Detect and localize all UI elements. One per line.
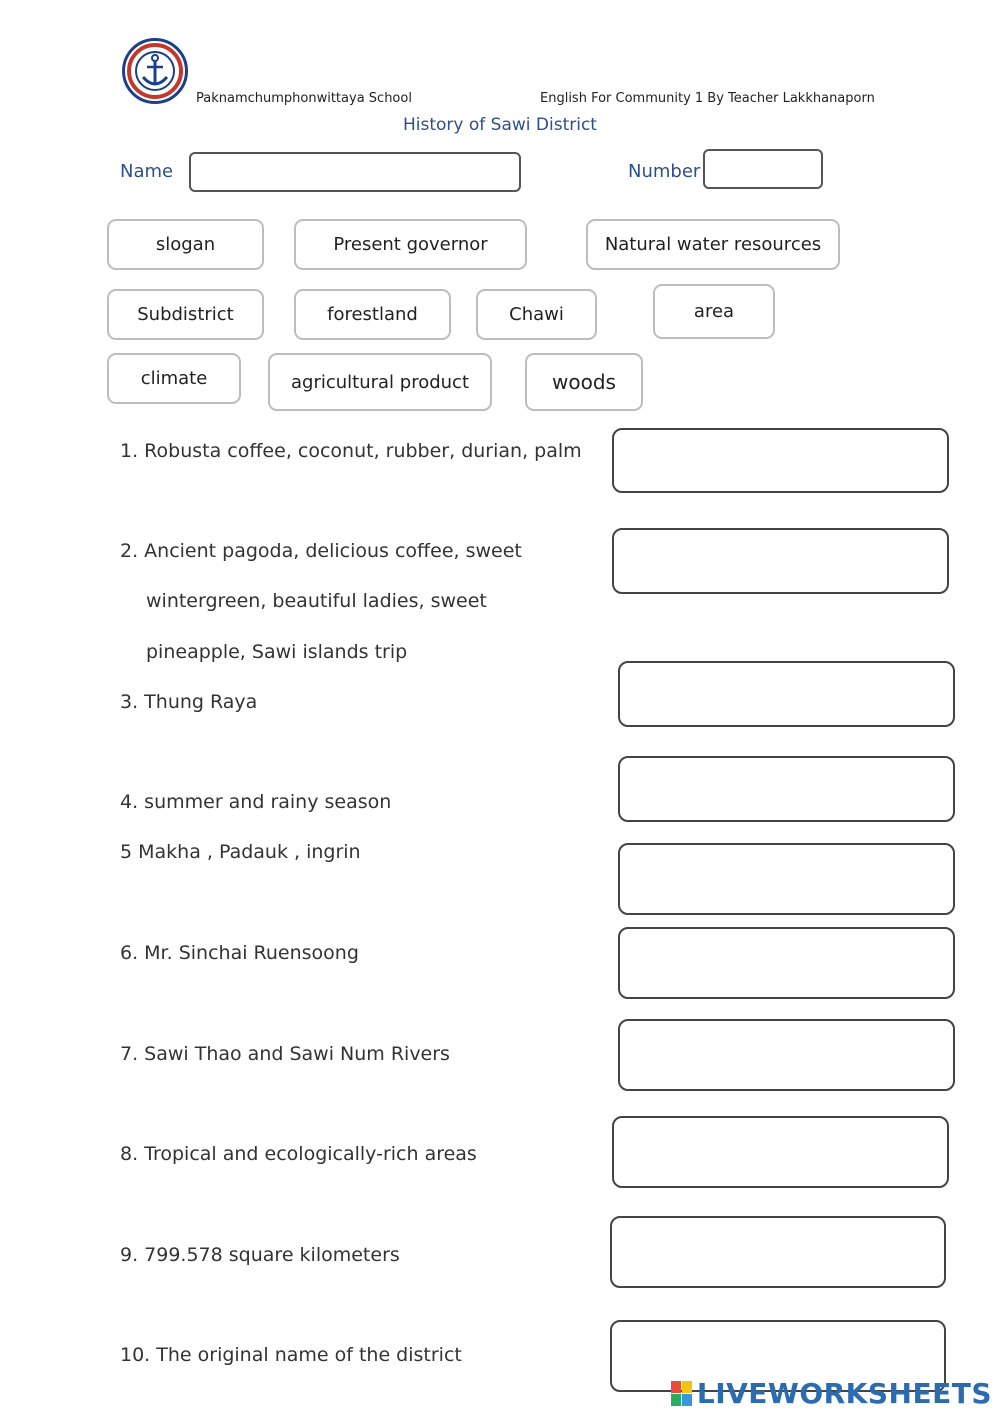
course-info: English For Community 1 By Teacher Lakkhanaporn — [540, 91, 875, 106]
question-4: 4. summer and rainy season — [120, 791, 392, 813]
question-2: 2. Ancient pagoda, delicious coffee, sweet — [120, 540, 522, 562]
school-logo — [122, 38, 188, 104]
liveworksheets-badge-icon — [671, 1381, 693, 1407]
answer-box-9[interactable] — [610, 1216, 946, 1288]
answer-box-5[interactable] — [618, 843, 955, 915]
liveworksheets-brand: LIVEWORKSHEETS — [696, 1377, 992, 1410]
anchor-icon — [127, 43, 183, 99]
word-chip-forestland[interactable]: forestland — [294, 289, 451, 340]
answer-box-2[interactable] — [612, 528, 949, 594]
number-field[interactable] — [703, 149, 823, 189]
name-field[interactable] — [189, 152, 521, 192]
word-chip-woods[interactable]: woods — [525, 353, 643, 411]
page-title: History of Sawi District — [403, 115, 597, 135]
word-chip-subdistrict[interactable]: Subdistrict — [107, 289, 264, 340]
word-chip-natural-water-resources[interactable]: Natural water resources — [586, 219, 840, 270]
word-chip-present-governor[interactable]: Present governor — [294, 219, 527, 270]
question-9: 9. 799.578 square kilometers — [120, 1244, 400, 1266]
question-8: 8. Tropical and ecologically-rich areas — [120, 1143, 477, 1165]
answer-box-3[interactable] — [618, 661, 955, 727]
word-chip-area[interactable]: area — [653, 284, 775, 339]
question-2-line-2: wintergreen, beautiful ladies, sweet — [146, 590, 487, 612]
school-name: Paknamchumphonwittaya School — [196, 91, 412, 106]
word-chip-slogan[interactable]: slogan — [107, 219, 264, 270]
question-2-line-3: pineapple, Sawi islands trip — [146, 641, 408, 663]
question-5: 5 Makha , Padauk , ingrin — [120, 841, 361, 863]
question-10: 10. The original name of the district — [120, 1344, 462, 1366]
question-3: 3. Thung Raya — [120, 691, 258, 713]
word-chip-chawi[interactable]: Chawi — [476, 289, 597, 340]
number-label: Number — [628, 161, 701, 182]
word-chip-climate[interactable]: climate — [107, 353, 241, 404]
liveworksheets-logo — [671, 1377, 992, 1410]
answer-box-7[interactable] — [618, 1019, 955, 1091]
name-label: Name — [120, 161, 174, 182]
question-7: 7. Sawi Thao and Sawi Num Rivers — [120, 1043, 450, 1065]
question-1: 1. Robusta coffee, coconut, rubber, durian, palm — [120, 440, 582, 462]
question-6: 6. Mr. Sinchai Ruensoong — [120, 942, 359, 964]
answer-box-4[interactable] — [618, 756, 955, 822]
answer-box-8[interactable] — [612, 1116, 949, 1188]
answer-box-1[interactable] — [612, 428, 949, 493]
answer-box-6[interactable] — [618, 927, 955, 999]
word-chip-agricultural-product[interactable]: agricultural product — [268, 353, 492, 411]
